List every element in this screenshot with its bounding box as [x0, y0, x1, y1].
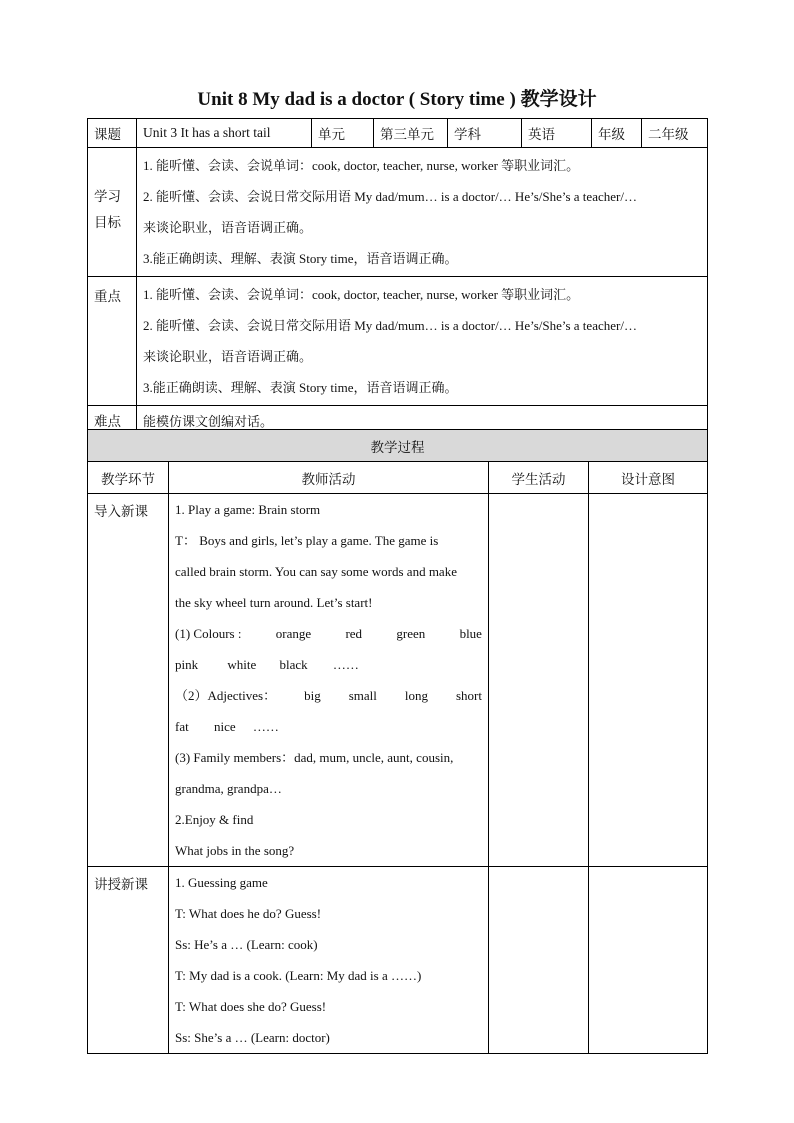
- word: ……: [252, 719, 279, 734]
- objectives-label-line1: 学习: [94, 189, 121, 204]
- process-band: 教学过程: [88, 430, 708, 462]
- intro-student-activity: [489, 494, 589, 867]
- adjectives-line-2: [175, 711, 482, 742]
- header-teacher-activity: 教师活动: [169, 462, 489, 494]
- word: black: [279, 657, 308, 672]
- stage-new-lesson: 讲授新课: [88, 867, 169, 1054]
- lesson-info-table: [87, 118, 708, 438]
- info-row: [88, 119, 708, 148]
- word: blue: [459, 626, 482, 641]
- activity-line: T: My dad is a cook. (Learn: My dad is a ……): [175, 968, 422, 983]
- page-title: Unit 8 My dad is a doctor ( Story time ) 教学设计: [197, 89, 597, 110]
- activity-line: T: What does she do? Guess!: [175, 999, 327, 1014]
- teaching-process-table: [87, 429, 708, 1054]
- new-lesson-design-intent: [589, 867, 708, 1054]
- key-point-line: 来谈论职业，语音语调正确。: [143, 349, 313, 364]
- word: red: [345, 626, 363, 641]
- key-point-line: 3.能正确朗读、理解、表演 Story time，语音语调正确。: [143, 380, 458, 395]
- unit-value: 第三单元: [374, 119, 448, 148]
- word: (1) Colours :: [175, 626, 242, 641]
- adjectives-line: [175, 680, 482, 711]
- word: nice: [213, 719, 236, 734]
- objective-line: 来谈论职业，语音语调正确。: [143, 220, 313, 235]
- header-student-activity: 学生活动: [489, 462, 589, 494]
- activity-line: called brain storm. You can say some words and make: [175, 564, 457, 579]
- new-lesson-teacher-activity: [169, 867, 489, 1054]
- objective-line: 2. 能听懂、会读、会说日常交际用语 My dad/mum… is a doctor/… He’s/She’s a teacher/…: [143, 189, 637, 204]
- activity-line: grandma, grandpa…: [175, 781, 282, 796]
- activity-line: 1. Guessing game: [175, 875, 268, 890]
- word: （2）Adjectives：: [175, 688, 277, 703]
- stage-intro: 导入新课: [88, 494, 169, 867]
- objectives-label-line2: 目标: [94, 215, 121, 230]
- activity-line: (3) Family members：dad, mum, uncle, aunt, cousin,: [175, 750, 454, 765]
- difficulty-text: 能模仿课文创编对话。: [143, 414, 274, 429]
- process-band-row: [88, 430, 708, 462]
- grade-label: 年级: [592, 119, 642, 148]
- key-point-line: 1. 能听懂、会读、会说单词：cook, doctor, teacher, nurse, worker 等职业词汇。: [143, 287, 580, 302]
- key-point-line: 2. 能听懂、会读、会说日常交际用语 My dad/mum… is a doctor/… He’s/She’s a teacher/…: [143, 318, 637, 333]
- course-label: 课题: [88, 119, 137, 148]
- header-design-intent: 设计意图: [589, 462, 708, 494]
- word: pink: [175, 657, 199, 672]
- new-lesson-student-activity: [489, 867, 589, 1054]
- objectives-row: [88, 148, 708, 277]
- course-value: Unit 3 It has a short tail: [137, 119, 312, 148]
- objectives-label: [88, 148, 137, 277]
- activity-line: T: What does he do? Guess!: [175, 906, 322, 921]
- key-points-row: [88, 277, 708, 406]
- subject-value: 英语: [522, 119, 592, 148]
- activity-line: What jobs in the song?: [175, 843, 295, 858]
- word: ……: [332, 657, 359, 672]
- intro-design-intent: [589, 494, 708, 867]
- process-row-new-lesson: [88, 867, 708, 1054]
- subject-label: 学科: [448, 119, 522, 148]
- difficulty-label: 难点: [88, 406, 137, 438]
- colours-line: [175, 618, 482, 649]
- header-stage: 教学环节: [88, 462, 169, 494]
- process-header-row: [88, 462, 708, 494]
- process-row-intro: [88, 494, 708, 867]
- activity-line: Ss: He’s a … (Learn: cook): [175, 937, 318, 952]
- key-points-content: [137, 277, 708, 406]
- key-points-label: 重点: [88, 277, 137, 406]
- activity-line: the sky wheel turn around. Let’s start!: [175, 595, 373, 610]
- grade-value: 二年级: [642, 119, 708, 148]
- objectives-content: [137, 148, 708, 277]
- word: short: [455, 688, 482, 703]
- word: white: [227, 657, 257, 672]
- objective-line: 1. 能听懂、会读、会说单词：cook, doctor, teacher, nurse, worker 等职业词汇。: [143, 158, 580, 173]
- activity-line: Ss: She’s a … (Learn: doctor): [175, 1030, 330, 1045]
- word: long: [404, 688, 428, 703]
- activity-line: T： Boys and girls, let’s play a game. The game is: [175, 533, 439, 548]
- activity-line: 2.Enjoy & find: [175, 812, 254, 827]
- word: fat: [175, 719, 189, 734]
- activity-line: 1. Play a game: Brain storm: [175, 502, 321, 517]
- word: green: [396, 626, 426, 641]
- word: orange: [275, 626, 312, 641]
- word: small: [348, 688, 377, 703]
- intro-teacher-activity: [169, 494, 489, 867]
- objective-line: 3.能正确朗读、理解、表演 Story time，语音语调正确。: [143, 251, 458, 266]
- colours-line-2: [175, 649, 482, 680]
- unit-label: 单元: [312, 119, 374, 148]
- word: big: [304, 688, 321, 703]
